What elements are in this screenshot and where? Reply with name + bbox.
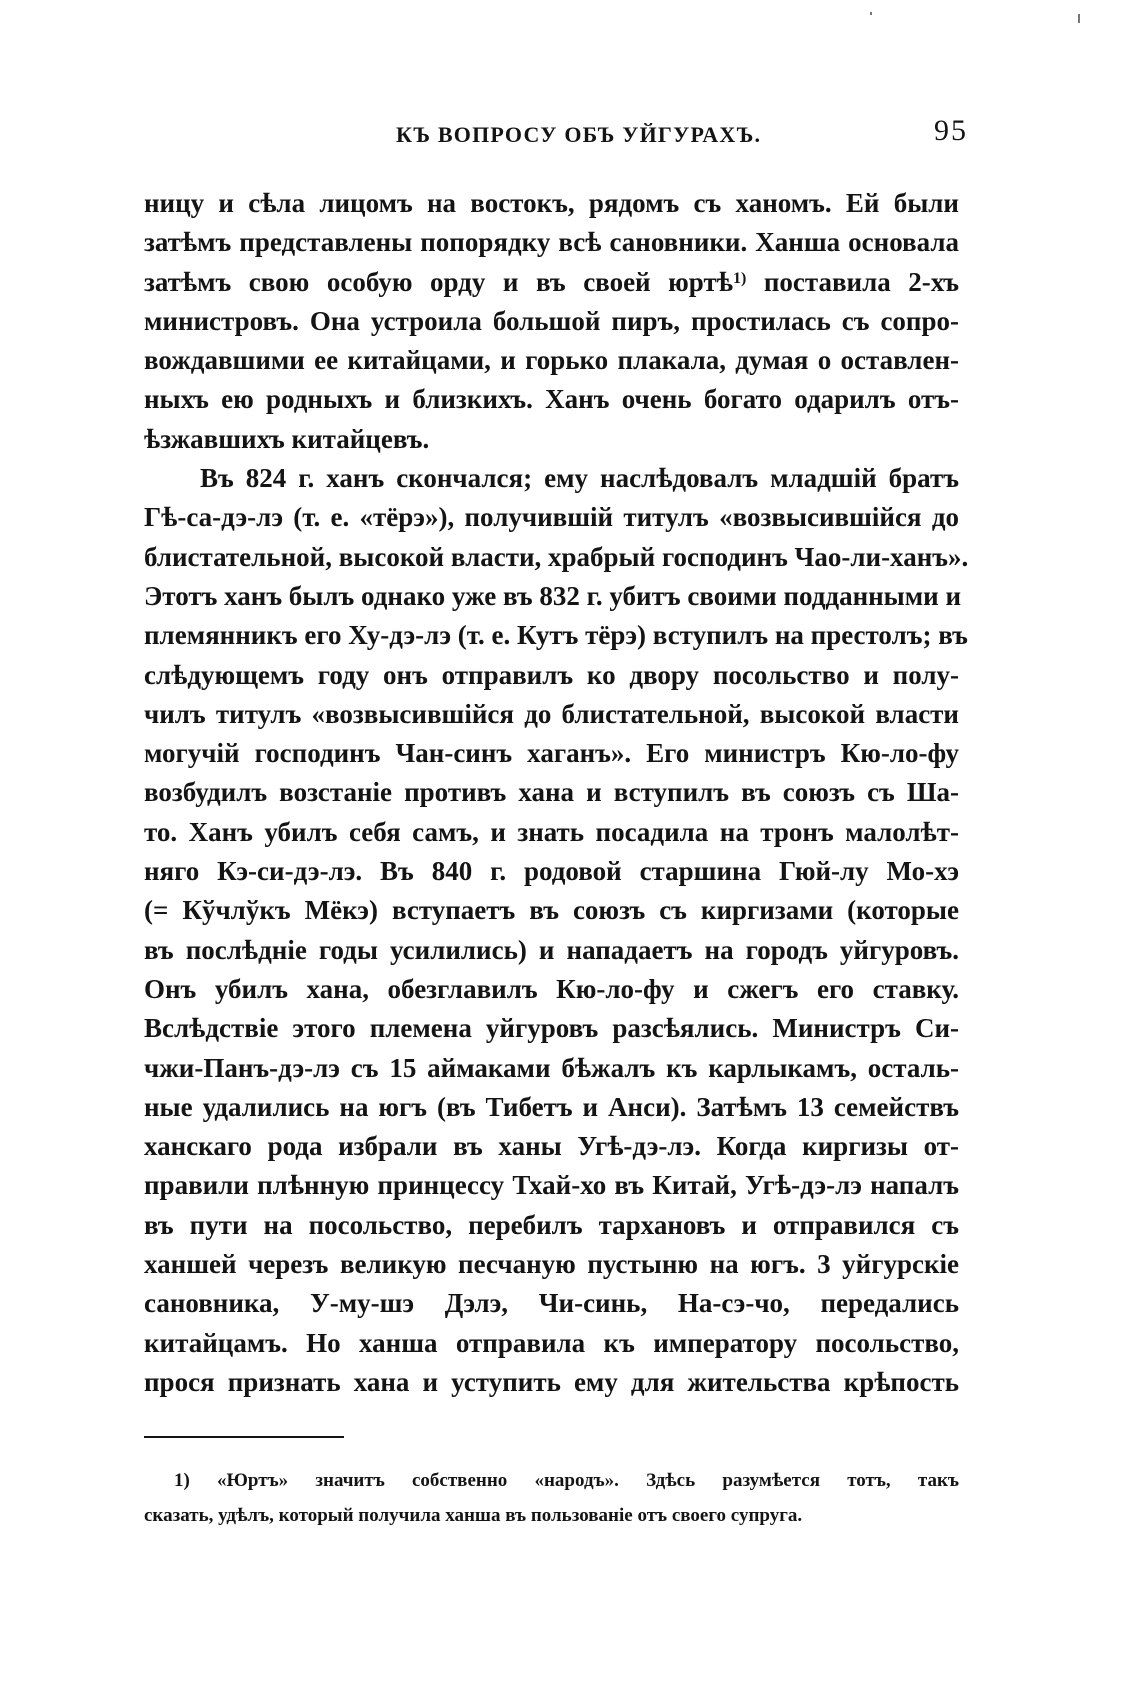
footnote-divider bbox=[144, 1436, 344, 1438]
text-line: китайцамъ. Но ханша отправила къ императору посольство, bbox=[144, 1327, 959, 1358]
text-line: могучій господинъ Чан-синъ хаганъ». Его министръ Кю-ло-фу bbox=[144, 738, 959, 769]
text-line: чилъ титулъ «возвысившійся до блистательной, высокой власти bbox=[144, 698, 959, 729]
text-line: няго Кэ-си-дэ-лэ. Въ 840 г. родовой старшина Гюй-лу Мо-хэ bbox=[144, 856, 959, 887]
text-line: то. Ханъ убилъ себя самъ, и знать посадила на тронъ малолѣт- bbox=[144, 816, 959, 847]
main-text bbox=[144, 184, 969, 1402]
text-line: (= Кўчлўкъ Мёкэ) вступаетъ въ союзъ съ киргизами (которые bbox=[144, 895, 959, 926]
text-line: министровъ. Она устроила большой пиръ, простилась съ сопро- bbox=[144, 305, 959, 336]
text-line: чжи-Панъ-дэ-лэ съ 15 аймаками бѣжалъ къ карлыкамъ, осталь- bbox=[144, 1052, 959, 1083]
text-line: сановника, У-му-шэ Дэлэ, Чи-синь, На-сэ-чо, передались bbox=[144, 1288, 959, 1319]
text-line-end: поставила 2-хъ bbox=[763, 266, 960, 297]
running-title: КЪ ВОПРОСУ ОБЪ УЙГУРАХЪ. bbox=[396, 122, 762, 147]
text-line: затѣмъ представлены попорядку всѣ сановники. Ханша основала bbox=[144, 227, 959, 258]
text-line bbox=[144, 263, 959, 302]
text-line: слѣдующемъ году онъ отправилъ ко двору посольство и полу- bbox=[144, 659, 959, 690]
text-line: Этотъ ханъ былъ однако уже въ 832 г. убитъ своими подданными и bbox=[144, 580, 962, 611]
text-line: ницу и сѣла лицомъ на востокъ, рядомъ съ ханомъ. Ей были bbox=[144, 188, 959, 218]
text-line: прося признать хана и уступить ему для жительства крѣпость bbox=[144, 1366, 959, 1397]
text-line: возбудилъ возстаніе противъ хана и вступилъ въ союзъ съ Ша- bbox=[144, 777, 959, 808]
text-line: вождавшими ее китайцами, и горько плакала, думая о оставлен- bbox=[144, 345, 959, 376]
text-line: въ пути на посольство, перебилъ тархановъ и отправился съ bbox=[144, 1209, 959, 1240]
text-line: Вслѣдствіе этого племена уйгуровъ разсѣялись. Министръ Си- bbox=[144, 1013, 959, 1044]
footnote-line: сказать, удѣлъ, который получила ханша въ пользованіе отъ своего супруга. bbox=[144, 1505, 803, 1526]
text-line: ные удалились на югъ (въ Тибетъ и Анси). Затѣмъ 13 семействъ bbox=[144, 1091, 959, 1122]
text-line: Онъ убилъ хана, обезглавилъ Кю-ло-фу и сжегъ его ставку. bbox=[144, 973, 959, 1004]
text-line: въ послѣдніе годы усилились) и нападаетъ на городъ уйгуровъ. bbox=[144, 934, 959, 965]
text-line: ѣзжавшихъ китайцевъ. bbox=[144, 423, 430, 454]
text-line: племянникъ его Ху-дэ-лэ (т. е. Кутъ тёрэ) вступилъ на престолъ; въ bbox=[144, 620, 968, 651]
text-line: правили плѣнную принцессу Тхай-хо въ Китай, Угѣ-дэ-лэ напалъ bbox=[144, 1170, 959, 1201]
footnote-line: 1) «Юртъ» значитъ собственно «народъ». Здѣсь разумѣется тотъ, такъ bbox=[174, 1470, 959, 1491]
text-line: Гѣ-са-дэ-лэ (т. е. «тёрэ»), получившій титулъ «возвысившійся до bbox=[144, 502, 959, 533]
scan-speck bbox=[1078, 14, 1080, 23]
footnote-reference: 1) bbox=[732, 269, 747, 287]
text-line: ханшей черезъ великую песчаную пустыню на югъ. 3 уйгурскіе bbox=[144, 1249, 959, 1280]
page-number: 95 bbox=[934, 114, 968, 147]
text-line: Въ 824 г. ханъ скончался; ему наслѣдовалъ младшій братъ bbox=[200, 463, 959, 494]
text-line: ханскаго рода избрали въ ханы Угѣ-дэ-лэ. Когда киргизы от- bbox=[144, 1131, 959, 1162]
footnote bbox=[144, 1463, 959, 1533]
text-line: ныхъ ею родныхъ и близкихъ. Ханъ очень богато одарилъ отъ- bbox=[144, 384, 959, 415]
text-line-start: затѣмъ свою особую орду и въ своей юртѣ bbox=[144, 266, 733, 297]
scan-speck bbox=[870, 12, 872, 15]
text-line: блистательной, высокой власти, храбрый господинъ Чао-ли-ханъ». bbox=[144, 541, 969, 572]
